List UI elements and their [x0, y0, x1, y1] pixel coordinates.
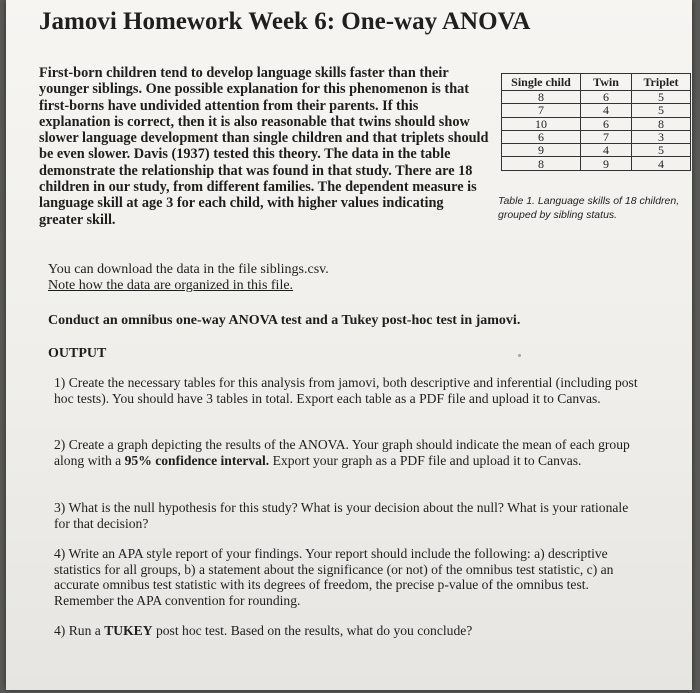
question-4: 4) Write an APA style report of your findings. Your report should include the following: a) descriptive statistics for all groups, b) a statement about the significance (or not) of the omnibus test statistic, c) an accurate omnibus test statistic with its degrees of freedom, the precise p-value of the omnibus test. Remember the APA convention for rounding.	[54, 546, 614, 608]
table-row	[502, 104, 691, 117]
table-cell: 5	[632, 104, 691, 117]
question-5	[54, 623, 644, 639]
table-cell: 8	[632, 117, 691, 130]
question-2-text-b: Export your graph as a PDF file and upload it to Canvas.	[269, 452, 582, 468]
page-title: Jamovi Homework Week 6: One-way ANOVA	[39, 8, 531, 35]
table-cell: 5	[632, 144, 691, 157]
question-1: 1) Create the necessary tables for this analysis from jamovi, both descriptive and inferential (including post hoc tests). You should have 3 tables in total. Export each table as a PDF file and upload it to Canvas.	[54, 375, 638, 406]
table-header-row	[502, 74, 691, 91]
worksheet-page	[6, 0, 692, 690]
table-cell: 5	[632, 91, 691, 104]
table-row	[502, 91, 691, 104]
question-2-text-a: 2) Create a graph depicting the results of the ANOVA. Your graph should indicate the mean of each group along with a	[54, 437, 630, 468]
table-cell: 6	[581, 117, 632, 130]
question-2	[54, 437, 644, 468]
table-cell: 6	[581, 91, 632, 104]
output-heading: OUTPUT	[48, 346, 107, 361]
conduct-instruction: Conduct an omnibus one-way ANOVA test and a Tukey post-hoc test in jamovi.	[48, 313, 521, 328]
table-caption: Table 1. Language skills of 18 children, grouped by sibling status.	[498, 195, 680, 221]
question-5-text-a: 4) Run a	[54, 623, 105, 638]
table-cell: 4	[581, 144, 632, 157]
header-single-child: Single child	[502, 74, 581, 91]
table-cell: 7	[581, 130, 632, 143]
table-cell: 3	[632, 130, 691, 143]
table-cell: 6	[502, 130, 581, 143]
note-link[interactable]: Note how the data are organized in this file.	[48, 278, 294, 293]
question-5-emphasis: TUKEY	[104, 623, 153, 638]
question-2-emphasis: 95% confidence interval.	[124, 452, 270, 468]
intro-paragraph: First-born children tend to develop language skills faster than their younger siblings. One possible explanation for this phenomenon is that first-borns have undivided attention from their parents. If this explanation is correct, then it is also reasonable that twins should show slower language development than single children and that triplets should be even slower. Davis (1937) tested this theory. The data in the table demonstrate the relationship that was found in that study. There are 18 children in our study, from different families. The dependent measure is language skill at age 3 for each child, with higher values indicating greater skill.	[39, 65, 489, 228]
table-row	[502, 130, 691, 143]
table-cell: 4	[581, 104, 632, 117]
header-twin: Twin	[581, 74, 632, 91]
stray-mark	[518, 354, 521, 357]
data-table	[501, 73, 691, 171]
table-cell: 8	[502, 91, 581, 104]
table-row	[502, 117, 691, 130]
table-row	[502, 157, 691, 170]
question-5-text-b: post hoc test. Based on the results, what do you conclude?	[152, 623, 473, 638]
table-cell: 7	[502, 104, 581, 117]
header-triplet: Triplet	[632, 74, 691, 91]
question-3: 3) What is the null hypothesis for this study? What is your decision about the null? What is your rationale for that decision?	[54, 500, 629, 531]
table-cell: 9	[502, 144, 581, 157]
table-row	[502, 144, 691, 157]
table-cell: 4	[632, 157, 691, 170]
table-cell: 9	[581, 157, 632, 170]
table-cell: 8	[502, 157, 581, 170]
download-instruction: You can download the data in the file siblings.csv.	[48, 262, 329, 277]
table-cell: 10	[502, 117, 581, 130]
